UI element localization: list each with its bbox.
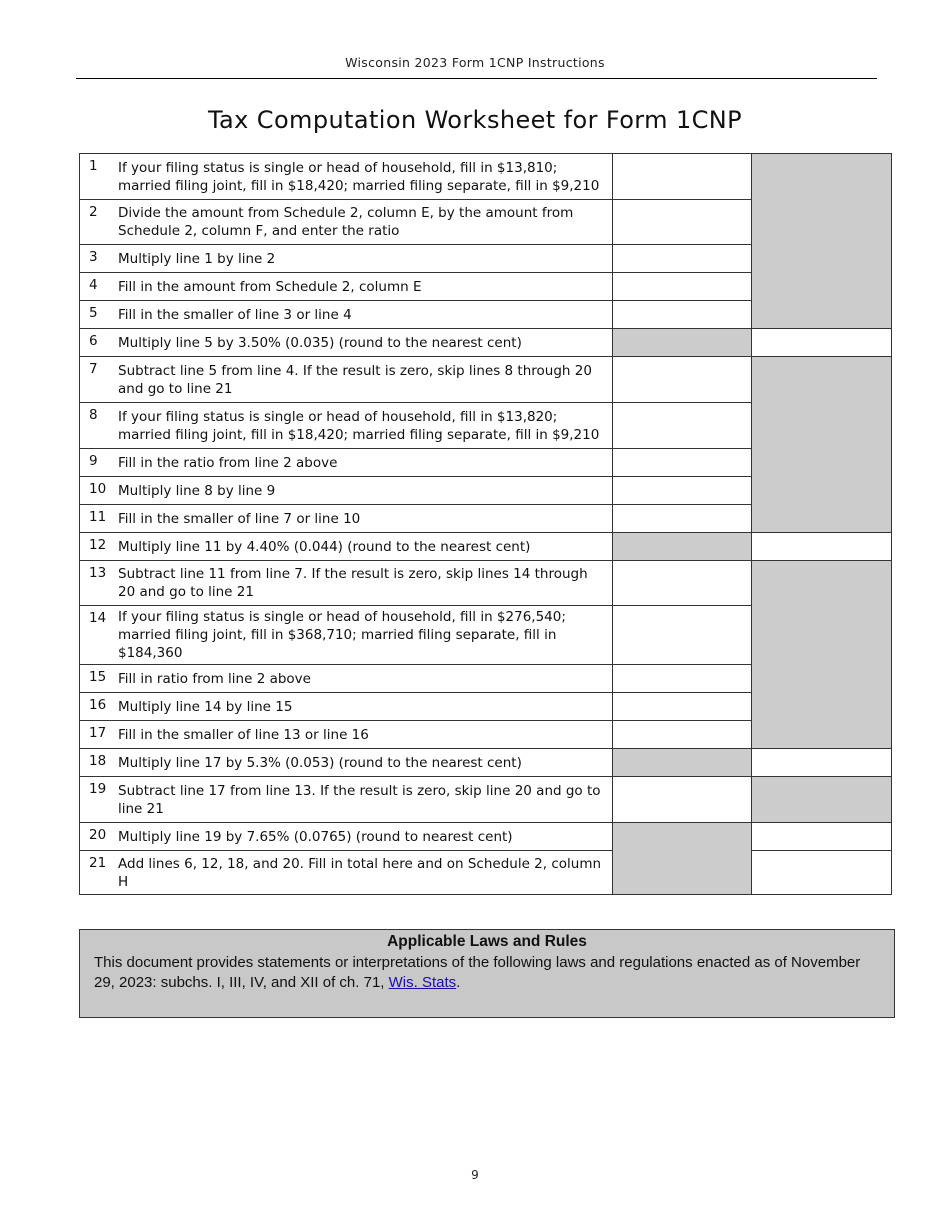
line-19-amount-field[interactable] xyxy=(613,777,752,823)
line-number: 17 xyxy=(89,725,107,741)
line-description xyxy=(80,721,613,749)
worksheet-row-13 xyxy=(80,561,892,606)
line-number: 1 xyxy=(89,158,98,174)
line-11-amount-field[interactable] xyxy=(613,505,752,533)
line-description xyxy=(80,329,613,357)
line-number: 19 xyxy=(89,781,107,797)
line-text: Subtract line 5 from line 4. If the result is zero, skip lines 8 through 20 and go to line 21 xyxy=(118,362,592,397)
line-text: Multiply line 17 by 5.3% (0.053) (round to the nearest cent) xyxy=(118,754,522,771)
line-text: Multiply line 11 by 4.40% (0.044) (round to the nearest cent) xyxy=(118,538,531,555)
line-text: Multiply line 1 by line 2 xyxy=(118,250,276,267)
shaded-cell xyxy=(752,357,892,533)
line-text: Fill in the smaller of line 13 or line 16 xyxy=(118,726,369,743)
line-description xyxy=(80,823,613,851)
line-text: Multiply line 8 by line 9 xyxy=(118,482,276,499)
line-description xyxy=(80,533,613,561)
line-text: Subtract line 17 from line 13. If the result is zero, skip line 20 and go to line 21 xyxy=(118,782,601,817)
line-20-amount-field[interactable] xyxy=(752,823,892,851)
worksheet-title: Tax Computation Worksheet for Form 1CNP xyxy=(207,106,743,134)
line-text: If your filing status is single or head of household, fill in $276,540; married filing joint, fill in $368,710; married filing separate, fill in $184,360 xyxy=(118,609,566,661)
line-number: 9 xyxy=(89,453,98,469)
line-10-amount-field[interactable] xyxy=(613,477,752,505)
line-7-amount-field[interactable] xyxy=(613,357,752,403)
applicable-laws-box xyxy=(79,929,895,1018)
page-number: 9 xyxy=(471,1168,479,1182)
line-description xyxy=(80,200,613,245)
line-text: Fill in the smaller of line 3 or line 4 xyxy=(118,306,352,323)
line-description xyxy=(80,505,613,533)
line-6-amount-field[interactable] xyxy=(752,329,892,357)
line-description xyxy=(80,561,613,606)
line-text: Fill in ratio from line 2 above xyxy=(118,670,311,687)
worksheet-row-20 xyxy=(80,823,892,851)
line-13-amount-field[interactable] xyxy=(613,561,752,606)
line-number: 14 xyxy=(89,610,107,626)
line-description xyxy=(80,606,613,665)
line-number: 13 xyxy=(89,565,107,581)
line-text: Divide the amount from Schedule 2, column E, by the amount from Schedule 2, column F, and enter the ratio xyxy=(118,205,574,239)
line-description xyxy=(80,477,613,505)
worksheet-row-21 xyxy=(80,851,892,895)
line-18-amount-field[interactable] xyxy=(752,749,892,777)
tax-computation-worksheet xyxy=(79,153,892,895)
line-number: 2 xyxy=(89,204,98,220)
shaded-cell xyxy=(752,777,892,823)
wis-stats-link[interactable]: Wis. Stats xyxy=(388,974,457,991)
shaded-cell xyxy=(613,329,752,357)
line-description xyxy=(80,154,613,200)
line-text: If your filing status is single or head of household, fill in $13,820; married filing joint, fill in $18,420; married filing separate, fill in $9,210 xyxy=(118,408,600,443)
line-5-amount-field[interactable] xyxy=(613,301,752,329)
line-text: Multiply line 19 by 7.65% (0.0765) (round to nearest cent) xyxy=(118,828,513,845)
shaded-cell xyxy=(613,533,752,561)
line-number: 4 xyxy=(89,277,98,293)
line-16-amount-field[interactable] xyxy=(613,693,752,721)
line-description xyxy=(80,777,613,823)
line-description xyxy=(80,245,613,273)
line-text: Multiply line 5 by 3.50% (0.035) (round to the nearest cent) xyxy=(118,334,522,351)
line-description xyxy=(80,357,613,403)
line-number: 18 xyxy=(89,753,107,769)
laws-period: . xyxy=(456,974,461,991)
line-21-amount-field[interactable] xyxy=(752,851,892,895)
worksheet-row-18 xyxy=(80,749,892,777)
line-number: 10 xyxy=(89,481,107,497)
applicable-laws-title: Applicable Laws and Rules xyxy=(387,933,587,950)
line-description xyxy=(80,665,613,693)
line-number: 11 xyxy=(89,509,107,525)
line-text: Multiply line 14 by line 15 xyxy=(118,698,293,715)
line-1-amount-field[interactable] xyxy=(613,154,752,200)
worksheet-row-6 xyxy=(80,329,892,357)
line-number: 5 xyxy=(89,305,98,321)
shaded-cell xyxy=(613,823,752,895)
line-17-amount-field[interactable] xyxy=(613,721,752,749)
worksheet-row-12 xyxy=(80,533,892,561)
line-3-amount-field[interactable] xyxy=(613,245,752,273)
laws-statement: This document provides statements or interpretations of the following laws and regulations enacted as of November 29, 2023: subchs. I, III, IV, and XII of ch. 71, xyxy=(94,954,861,991)
line-number: 3 xyxy=(89,249,98,265)
line-text: Fill in the smaller of line 7 or line 10 xyxy=(118,510,361,527)
line-text: Fill in the amount from Schedule 2, column E xyxy=(118,278,422,295)
line-9-amount-field[interactable] xyxy=(613,449,752,477)
line-text: If your filing status is single or head of household, fill in $13,810; married filing joint, fill in $18,420; married filing separate, fill in $9,210 xyxy=(118,159,600,194)
header-divider xyxy=(76,78,877,79)
line-text: Fill in the ratio from line 2 above xyxy=(118,454,338,471)
line-description xyxy=(80,273,613,301)
line-description xyxy=(80,449,613,477)
shaded-cell xyxy=(752,154,892,329)
line-number: 7 xyxy=(89,361,98,377)
line-15-amount-field[interactable] xyxy=(613,665,752,693)
line-2-amount-field[interactable] xyxy=(613,200,752,245)
line-text: Add lines 6, 12, 18, and 20. Fill in total here and on Schedule 2, column H xyxy=(118,855,602,890)
line-description xyxy=(80,301,613,329)
line-description xyxy=(80,851,613,895)
worksheet-row-19 xyxy=(80,777,892,823)
line-number: 21 xyxy=(89,855,107,871)
line-12-amount-field[interactable] xyxy=(752,533,892,561)
line-number: 6 xyxy=(89,333,98,349)
line-description xyxy=(80,749,613,777)
line-text: Subtract line 11 from line 7. If the result is zero, skip lines 14 through 20 and go to line 21 xyxy=(118,566,588,600)
line-number: 16 xyxy=(89,697,107,713)
line-8-amount-field[interactable] xyxy=(613,403,752,449)
line-number: 20 xyxy=(89,827,107,843)
line-4-amount-field[interactable] xyxy=(613,273,752,301)
worksheet-row-7 xyxy=(80,357,892,403)
line-number: 8 xyxy=(89,407,98,423)
worksheet-row-1 xyxy=(80,154,892,200)
line-description xyxy=(80,693,613,721)
line-number: 15 xyxy=(89,669,107,685)
page-header-title: Wisconsin 2023 Form 1CNP Instructions xyxy=(345,55,605,70)
line-14-amount-field[interactable] xyxy=(613,606,752,665)
line-number: 12 xyxy=(89,537,107,553)
line-description xyxy=(80,403,613,449)
shaded-cell xyxy=(613,749,752,777)
shaded-cell xyxy=(752,561,892,749)
applicable-laws-text xyxy=(94,953,880,993)
